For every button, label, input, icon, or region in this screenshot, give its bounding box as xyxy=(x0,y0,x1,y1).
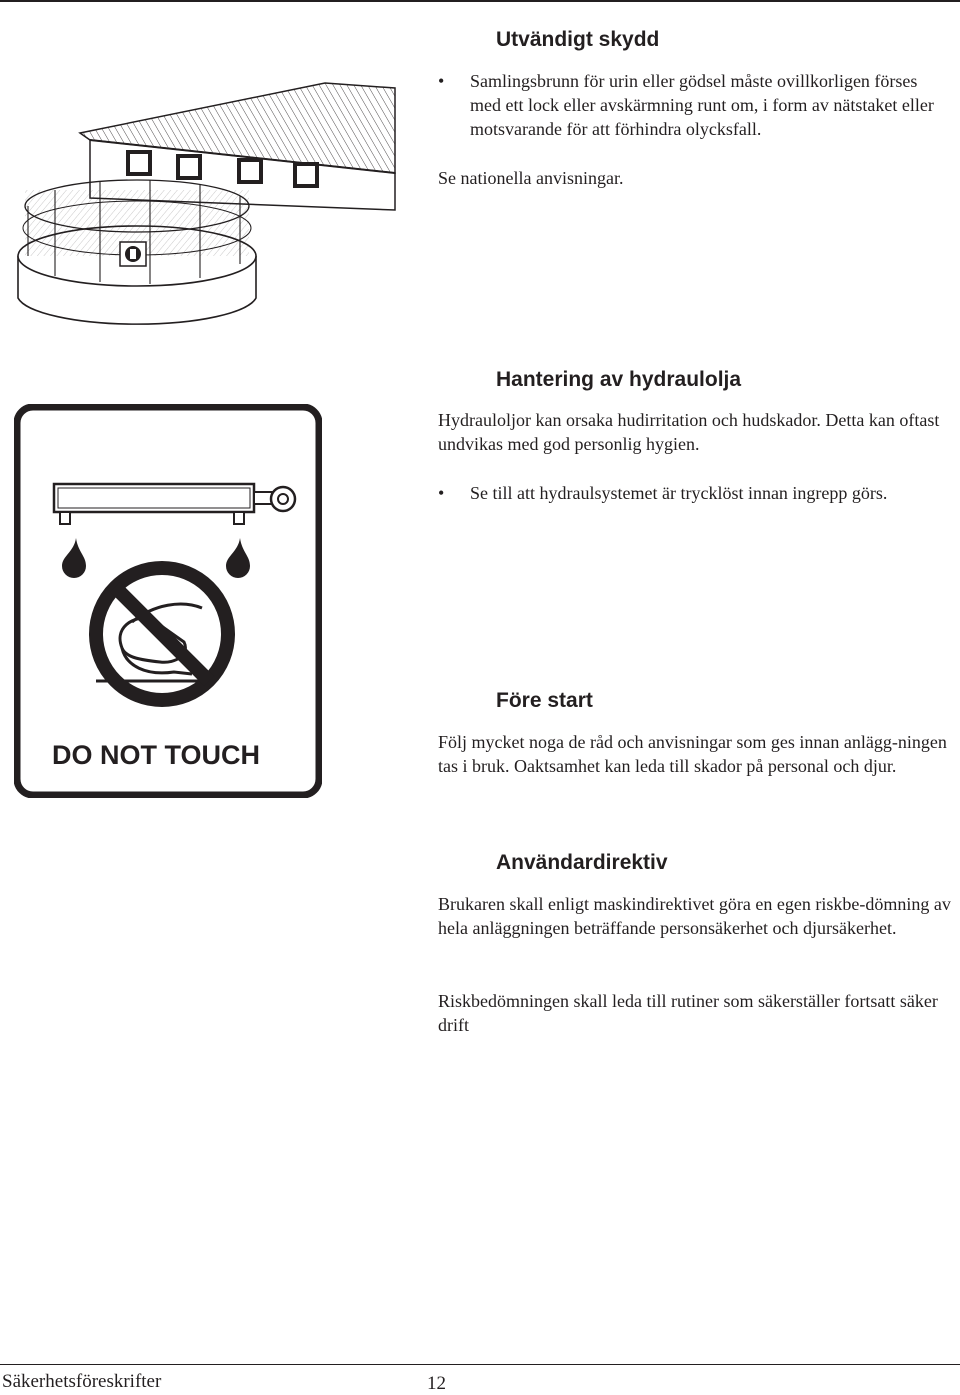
user-directive-paragraph-2: Riskbedömningen skall leda till rutiner som säkerställer fortsatt säker drift xyxy=(438,991,938,1035)
footer-title: Säkerhetsföreskrifter xyxy=(2,1371,162,1392)
top-rule xyxy=(0,0,960,2)
user-directive-paragraph-1: Brukaren skall enligt maskindirektivet göra en egen riskbe-dömning av hela anläggningen beträffande personsäkerhet och djursäkerhet. xyxy=(438,894,951,938)
bullet-marker: • xyxy=(438,483,445,503)
before-start-paragraph: Följ mycket noga de råd och anvisningar som ges innan anlägg-ningen tas i bruk. Oaktsamhet kan leda till skador på personal och djur. xyxy=(438,732,947,776)
exterior-bullet-text: Samlingsbrunn för urin eller gödsel måste ovillkorligen förses med ett lock eller avskärmning runt om, i form av nätstaket eller motsvarande för att förhindra olycksfall. xyxy=(470,71,934,139)
heading-hydraulic-oil: Hantering av hydraulolja xyxy=(496,368,742,391)
hydraulic-paragraph: Hydrauloljor kan orsaka hudirritation och hudskador. Detta kan oftast undvikas med god personlig hygien. xyxy=(438,410,940,454)
exterior-note: Se nationella anvisningar. xyxy=(438,168,624,188)
heading-user-directive: Användardirektiv xyxy=(496,851,668,874)
heading-before-start: Före start xyxy=(496,689,593,712)
sign-text: DO NOT TOUCH xyxy=(52,740,260,770)
page-number: 12 xyxy=(427,1373,446,1394)
heading-exterior-protection: Utvändigt skydd xyxy=(496,28,660,51)
bullet-marker: • xyxy=(438,71,445,91)
footer-rule xyxy=(0,1364,960,1365)
no-touch-prohibition-icon xyxy=(96,568,228,700)
do-not-touch-sign xyxy=(14,404,322,798)
manure-pit-illustration xyxy=(10,78,400,338)
hydraulic-bullet-text: Se till att hydraulsystemet är trycklöst innan ingrepp görs. xyxy=(470,483,888,503)
